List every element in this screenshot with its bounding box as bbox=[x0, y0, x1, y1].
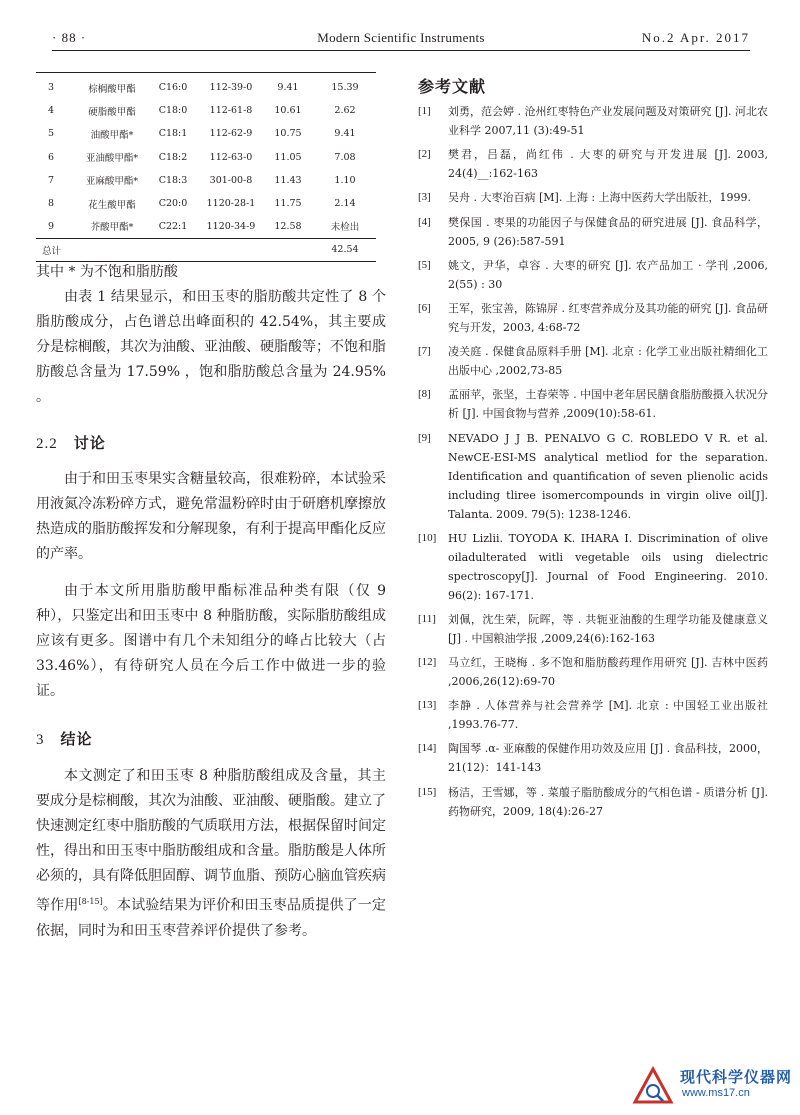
reference-text: 吴舟 . 大枣治百病 [M]. 上海 : 上海中医药大学出版社，1999. bbox=[448, 191, 752, 205]
cell-formula: C20:0 bbox=[158, 198, 188, 210]
reference-text: HU Lizlii. TOYODA K. IHARA I. Discrimination of olive oiladulterated witli vegetable oils using dielectric spectroscopy[J]. Journal of Food Engineering. 2010. 96(2): 167-171. bbox=[448, 531, 768, 602]
reference-text: 姚文，尹华，卓容 . 大枣的研究 [J]. 农产品加工 · 学刊 ,2006, 2(55) : 30 bbox=[448, 258, 768, 291]
cell-area: 15.39 bbox=[331, 82, 359, 94]
reference-text: NEVADO J J B. PENALVO G C. ROBLEDO V R. et al. NewCE-ESI-MS analytical metliod for the separation. Identification and quantification of seven plienolic acids including tliree isomercompounds in virgin olive oil[J]. Talanta. 2009. 79(5): 1238-1246. bbox=[448, 431, 768, 521]
reference-number: [14] bbox=[418, 742, 437, 755]
table-row bbox=[36, 146, 376, 169]
cell-cas: 301-00-8 bbox=[209, 174, 253, 186]
cell-area: 9.41 bbox=[334, 128, 356, 140]
reference-number: [2] bbox=[418, 148, 431, 161]
reference-number: [3] bbox=[418, 191, 431, 204]
cell-cas: 112-39-0 bbox=[209, 82, 253, 94]
reference-item bbox=[418, 256, 768, 294]
reference-text: 樊保国 . 枣果的功能因子与保健食品的研究进展 [J]. 食品科学，2005, 9 (26):587-591 bbox=[448, 215, 768, 248]
cell-name: 棕榈酸甲酯 bbox=[88, 83, 136, 95]
reference-item bbox=[418, 145, 768, 183]
journal-name: Modern Scientific Instruments bbox=[317, 30, 485, 45]
reference-number: [5] bbox=[418, 258, 431, 271]
reference-text: 马立红，王晓梅 . 多不饱和脂肪酸药理作用研究 [J]. 吉林中医药 ,2006,26(12):69-70 bbox=[448, 656, 768, 689]
cell-cas: 112-62-9 bbox=[209, 128, 253, 140]
cell-rt: 11.43 bbox=[274, 174, 302, 186]
conclusion-paragraph bbox=[36, 764, 386, 944]
results-paragraph: 由表 1 结果显示，和田玉枣的脂肪酸共定性了 8 个脂肪酸成分，占色谱总出峰面积的 42.54%，其主要成分是棕榈酸，其次为油酸、亚油酸、硬脂酸等；不饱和脂肪酸总含量为 17.59% ，饱和脂肪酸总含量为 24.95% 。 bbox=[36, 289, 386, 405]
conclusion-text-a: 本文测定了和田玉枣 8 种脂肪酸组成及含量，其主要成分是棕榈酸，其次为油酸、亚油酸、硬脂酸。建立了快速测定红枣中脂肪酸的气质联用方法，根据保留时间定性，得出和田玉枣中脂肪酸组成和含量。脂肪酸是人体所必须的，具有降低胆固醇、调节血脂、预防心脑血管疾病等作用 bbox=[36, 768, 386, 914]
reference-item bbox=[418, 529, 768, 605]
reference-number: [8] bbox=[418, 388, 431, 401]
cell-no: 9 bbox=[36, 215, 78, 238]
site-watermark bbox=[632, 1066, 792, 1106]
table-top-rule bbox=[36, 72, 376, 73]
cell-formula: C18:0 bbox=[158, 105, 188, 117]
reference-number: [11] bbox=[418, 612, 436, 625]
section-3-heading bbox=[36, 728, 93, 749]
section-title: 结论 bbox=[60, 730, 93, 748]
reference-item bbox=[418, 610, 768, 648]
section-number: 2.2 bbox=[36, 436, 58, 452]
reference-text: 李静 . 人体营养与社会营养学 [M]. 北京 : 中国轻工业出版社 ,1993.76-77. bbox=[448, 699, 768, 732]
reference-text: 孟丽苹，张坚，土春荣等 . 中国中老年居民膳食脂肪酸摄入状况分析 [J]. 中国食物与营养 ,2009(10):58-61. bbox=[448, 388, 768, 421]
fatty-acid-table bbox=[36, 76, 376, 262]
reference-text: 陶国琴 .α- 亚麻酸的保健作用功效及应用 [J] . 食品科技，2000，21(12)：141-143 bbox=[448, 742, 768, 775]
table-row bbox=[36, 169, 376, 192]
cell-no: 3 bbox=[48, 82, 55, 94]
cell-name: 芥酸甲酯* bbox=[78, 215, 146, 238]
reference-item bbox=[418, 342, 768, 380]
section-title: 讨论 bbox=[73, 434, 106, 452]
discussion-paragraph-2: 由于本文所用脂肪酸甲酯标准品种类有限（仅 9 种），只鉴定出和田玉枣中 8 种脂肪酸，实际脂肪酸组成应该有更多。图谱中有几个未知组分的峰占比较大（占 33.46%），有待研究人员在今后工作中做进一步的验证。 bbox=[36, 583, 386, 699]
cell-cas: 112-63-0 bbox=[209, 151, 253, 163]
cell-formula: C18:3 bbox=[158, 174, 188, 186]
cell-rt: 9.41 bbox=[277, 82, 299, 94]
cell-rt: 11.05 bbox=[274, 151, 302, 163]
table-row bbox=[36, 192, 376, 215]
total-value: 42.54 bbox=[314, 238, 376, 261]
cell-area: 2.14 bbox=[334, 198, 356, 210]
cell-no: 7 bbox=[48, 174, 55, 186]
reference-item bbox=[418, 653, 768, 691]
section-2-2-heading bbox=[36, 432, 106, 453]
reference-item bbox=[418, 102, 768, 140]
reference-item bbox=[418, 299, 768, 337]
references-list bbox=[418, 102, 768, 826]
reference-number: [6] bbox=[418, 301, 431, 314]
cell-formula: C22:1 bbox=[146, 215, 200, 238]
cell-area: 2.62 bbox=[334, 105, 356, 117]
reference-text: 杨洁，王雪娜，等 . 菜菔子脂肪酸成分的气相色谱 - 质谱分析 [J]. 药物研究，2009, 18(4):26-27 bbox=[448, 785, 768, 818]
reference-number: [1] bbox=[418, 105, 431, 117]
total-label: 总计 bbox=[36, 238, 314, 261]
reference-item bbox=[418, 429, 768, 524]
reference-item bbox=[418, 213, 768, 251]
issue-info: No.2 Apr. 2017 bbox=[641, 30, 750, 45]
reference-number: [4] bbox=[418, 215, 431, 228]
cell-no: 8 bbox=[48, 198, 55, 210]
table-row bbox=[36, 215, 376, 238]
table-row bbox=[36, 99, 376, 122]
cell-formula: C18:2 bbox=[158, 151, 188, 163]
cell-cas: 1120-34-9 bbox=[200, 215, 262, 238]
reference-text: 王军，张宝善，陈锦屏 . 红枣营养成分及其功能的研究 [J]. 食品研究与开发，2003, 4:68-72 bbox=[448, 301, 768, 334]
page-number: · 88 · bbox=[52, 30, 87, 45]
cell-cas: 112-61-8 bbox=[209, 105, 253, 117]
reference-number: [10] bbox=[418, 531, 437, 544]
references-title: 参考文献 bbox=[418, 77, 487, 96]
cell-no: 6 bbox=[48, 151, 55, 163]
cell-cas: 1120-28-1 bbox=[206, 198, 256, 210]
reference-number: [12] bbox=[418, 656, 437, 669]
citation: [8-15] bbox=[78, 897, 103, 906]
watermark-site-name: 现代科学仪器网 bbox=[680, 1068, 793, 1086]
cell-name: 油酸甲酯* bbox=[90, 129, 134, 141]
table-note: 其中 * 为不饱和脂肪酸 bbox=[36, 264, 178, 280]
section-number: 3 bbox=[36, 732, 45, 748]
cell-rt: 10.61 bbox=[274, 105, 302, 117]
cell-name: 花生酸甲酯 bbox=[88, 199, 136, 211]
cell-area: 未检出 bbox=[314, 215, 376, 238]
cell-name: 亚油酸甲酯* bbox=[85, 153, 139, 165]
table-row bbox=[36, 76, 376, 99]
reference-text: 刘勇，范会婷 . 沧州红枣特色产业发展问题及对策研究 [J]. 河北农业科学 2007,11 (3):49-51 bbox=[448, 105, 768, 137]
reference-item bbox=[418, 696, 768, 734]
cell-formula: C18:1 bbox=[158, 128, 188, 140]
header-rule bbox=[52, 50, 750, 51]
cell-name: 亚麻酸甲酯* bbox=[85, 176, 139, 188]
cell-area: 7.08 bbox=[334, 151, 356, 163]
cell-no: 5 bbox=[48, 128, 55, 140]
table-total-row bbox=[36, 238, 376, 261]
reference-item bbox=[418, 385, 768, 423]
cell-rt: 10.75 bbox=[274, 128, 302, 140]
cell-area: 1.10 bbox=[334, 174, 356, 186]
running-header bbox=[52, 26, 750, 50]
reference-item bbox=[418, 739, 768, 777]
reference-number: [7] bbox=[418, 345, 431, 358]
conclusion-text-b: 。本试验结果为评价和田玉枣品质提供了一定依据，同时为和田玉枣营养评价提供了参考。 bbox=[36, 897, 387, 939]
cell-rt: 12.58 bbox=[262, 215, 314, 238]
reference-text: 樊君，吕磊，尚红伟 . 大枣的研究与开发进展 [J]. 2003, 24(4)__:162-163 bbox=[448, 148, 768, 181]
cell-name: 硬脂酸甲酯 bbox=[88, 106, 136, 118]
reference-number: [15] bbox=[418, 785, 437, 798]
watermark-logo-icon bbox=[632, 1066, 674, 1106]
reference-text: 凌关庭 . 保健食品原料手册 [M]. 北京 : 化学工业出版社精细化工出版中心 ,2002,73-85 bbox=[448, 345, 768, 378]
reference-number: [13] bbox=[418, 699, 437, 712]
reference-item bbox=[418, 783, 768, 821]
cell-no: 4 bbox=[48, 105, 55, 117]
cell-rt: 11.75 bbox=[274, 198, 302, 210]
table-row bbox=[36, 122, 376, 145]
reference-number: [9] bbox=[418, 431, 431, 444]
reference-text: 刘佩，沈生荣，阮晖，等 . 共轭亚油酸的生理学功能及健康意义 [J] . 中国粮油学报 ,2009,24(6):162-163 bbox=[448, 612, 768, 645]
discussion-paragraph-1: 由于和田玉枣果实含糖量较高，很难粉碎，本试验采用液氮冷冻粉碎方式，避免常温粉碎时由于研磨机摩擦放热造成的脂肪酸挥发和分解现象，有利于提高甲酯化反应的产率。 bbox=[36, 471, 386, 562]
cell-formula: C16:0 bbox=[158, 82, 188, 94]
watermark-url: www.ms17.cn bbox=[682, 1087, 750, 1099]
reference-item bbox=[418, 188, 768, 207]
